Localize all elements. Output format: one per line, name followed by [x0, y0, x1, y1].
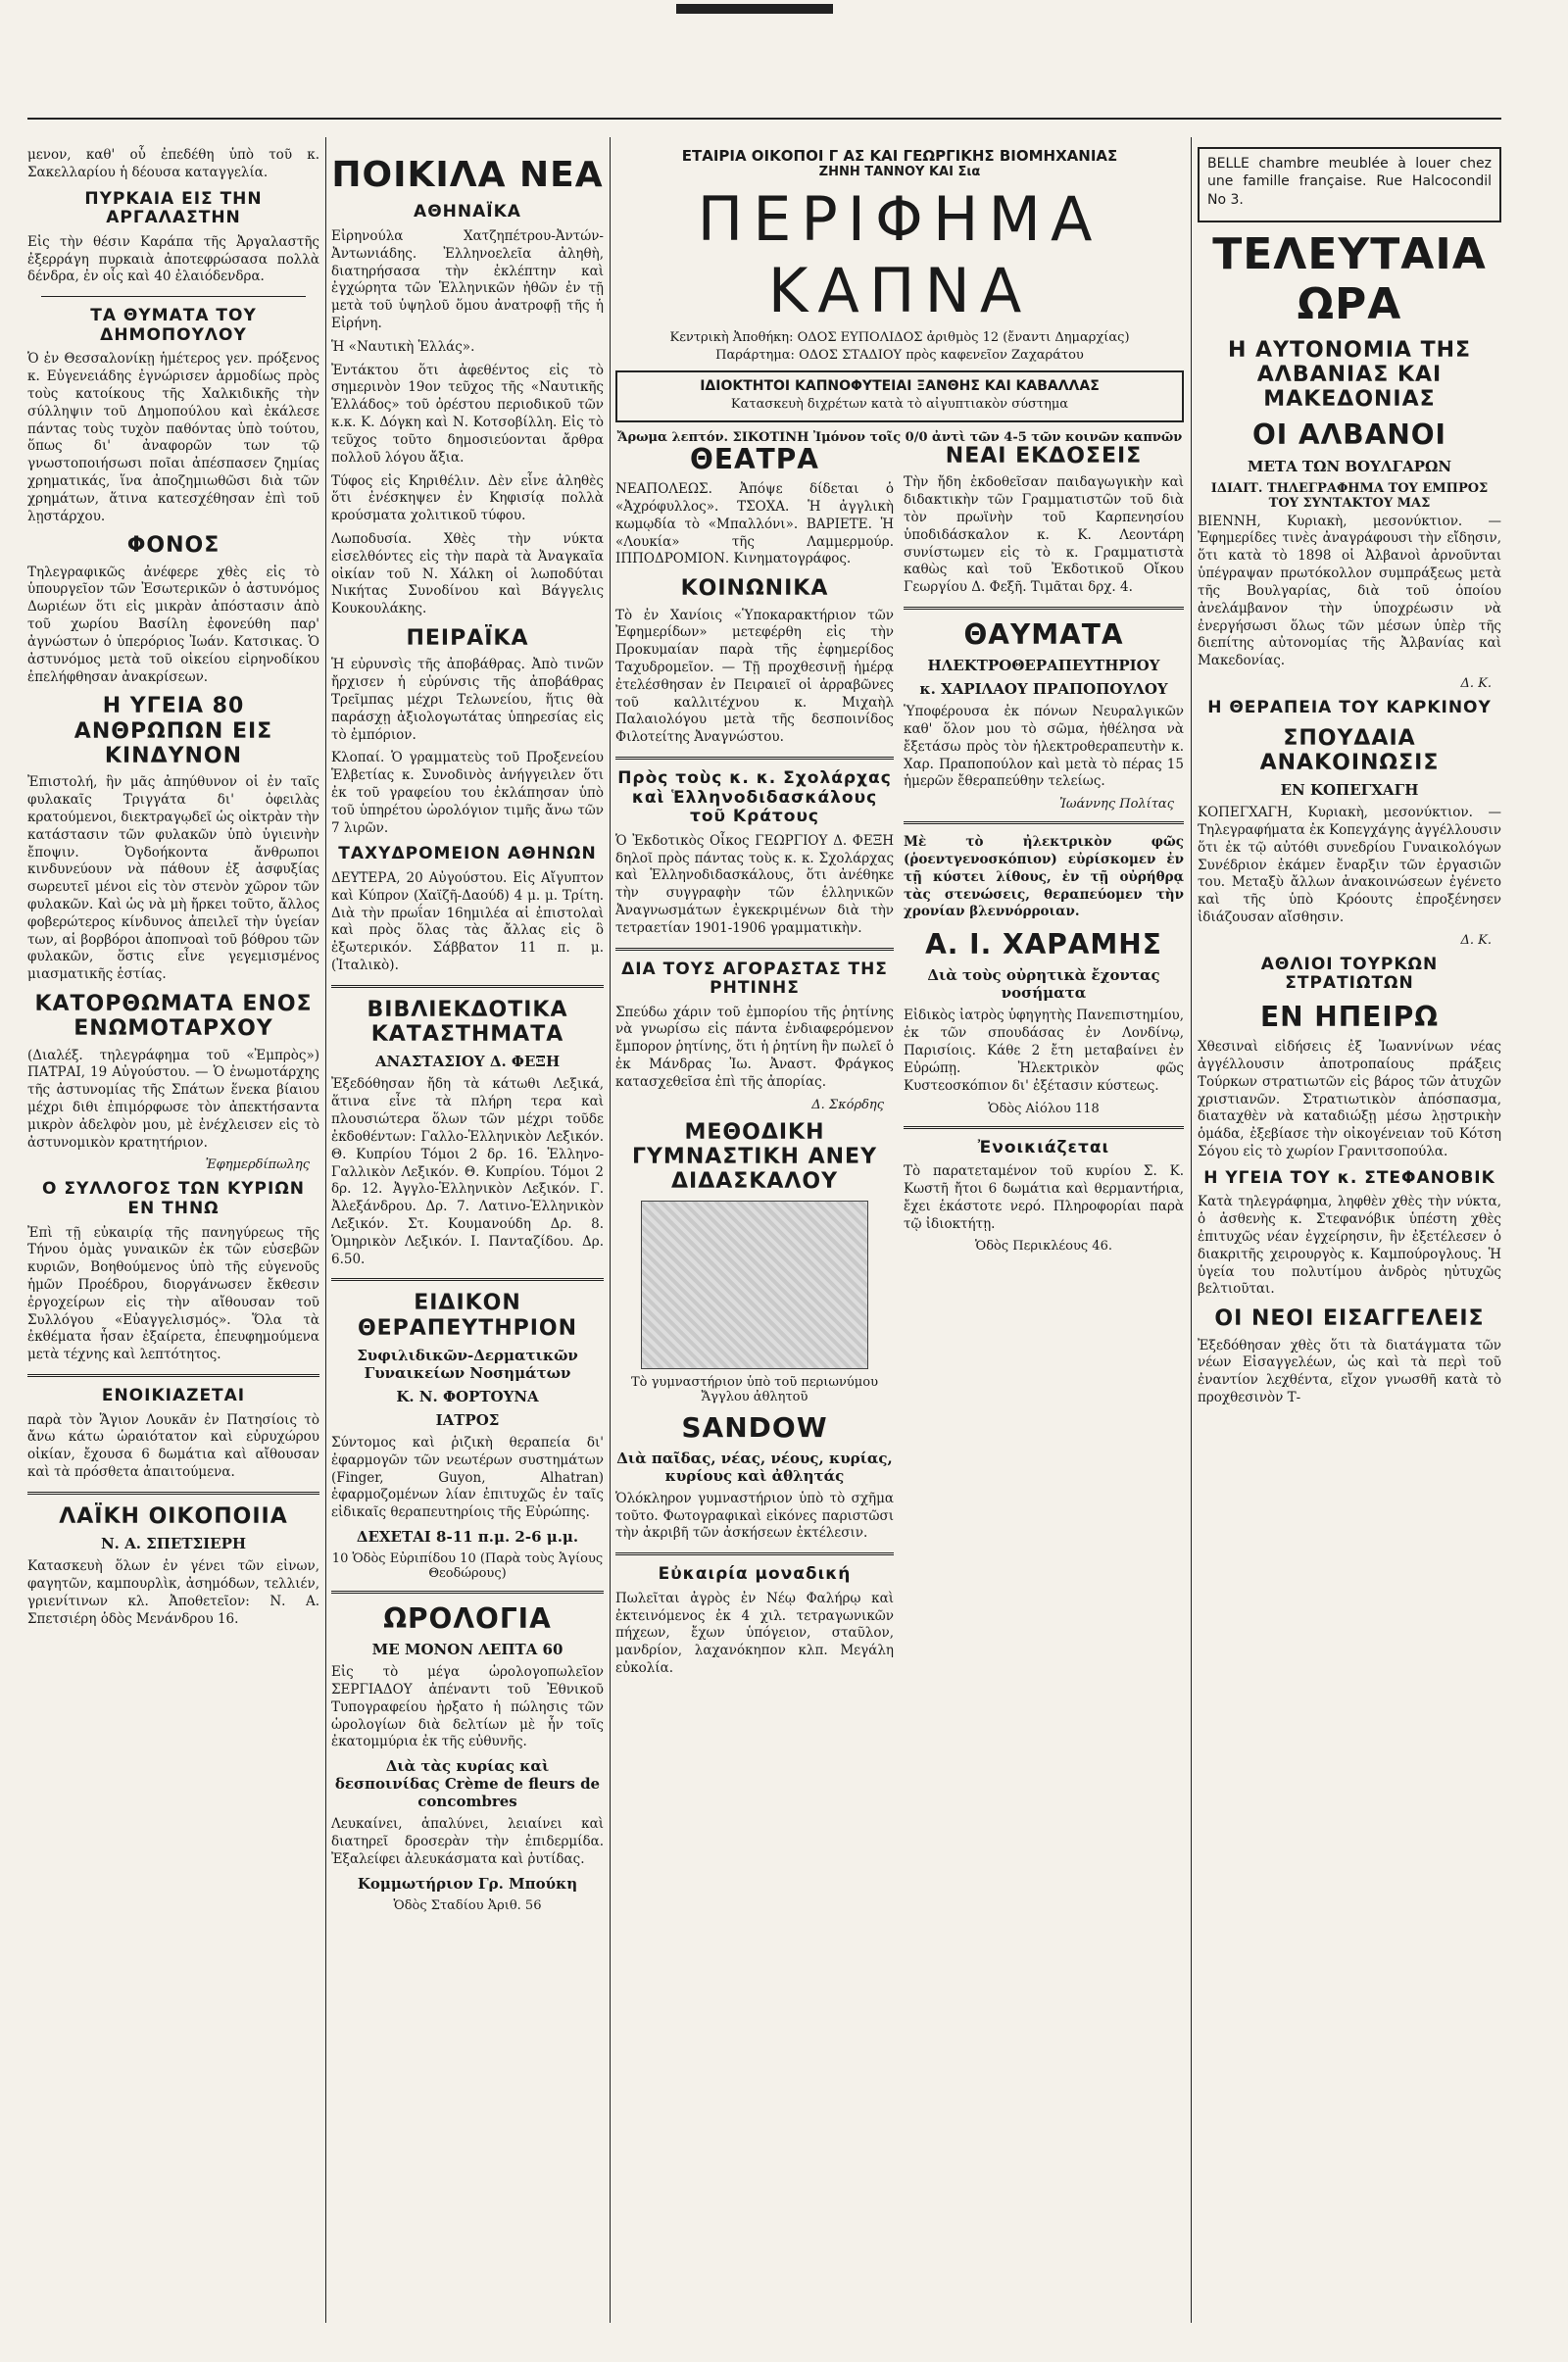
biblio-heading: ΒΙΒΛΙΕΚΔΟΤΙΚΑ ΚΑΤΑΣΤΗΜΑΤΑ: [367, 997, 568, 1048]
idioktitoi-text: ΙΔΙΟΚΤΗΤΟΙ ΚΑΠΝΟΦΥΤΕΙΑΙ ΞΑΝΘΗΣ ΚΑΙ ΚΑΒΑΛΛΑΣ: [700, 378, 1100, 394]
thaumata-text: Ὑποφέρουσα ἐκ πόνων Νευραλγικῶν καθ' ὅλον μου τὸ σῶμα, ἠθέλησα νὰ ἔξετάσω πρὸς τὸν ἡλεκτροθεραπευτὴν κ. Χαρ. Πραποπούλον καὶ μετὰ τὸ πέρας 15 ἡμερῶν ἔθεραπεύθην τελείως.: [904, 704, 1184, 790]
katorth-heading: ΚΑΤΟΡΘΩΜΑΤΑ ΕΝΟΣ ΕΝΩΜΟΤΑΡΧΟΥ: [34, 992, 313, 1042]
stefanovik-text: Κατὰ τηλεγράφημα, ληφθὲν χθὲς τὴν νύκτα, ὁ ἀσθενὴς κ. Στεφανόβικ ὑπέστη χθὲς ἐπιτυχῶς νέαν ἐγχείρησιν, ἣν ἐξετέλεσεν ὁ διακριτῆς χειρουργὸς κ. Καμπούρογλους. Ἡ ὑγεία του πολυτίμου ἀνδρὸς ηὐτυχῶς βελτιοῦται.: [1198, 1194, 1501, 1298]
column-4: [1198, 147, 1501, 2323]
autonomia-heading: Η ΑΥΤΟΝΟΜΙΑ ΤΗΣ ΑΛΒΑΝΙΑΣ ΚΑΙ ΜΑΚΕΔΟΝΙΑΣ: [1227, 337, 1472, 413]
kentriki-line: Κεντρικὴ Ἀποθήκη: ΟΔΟΣ ΕΥΠΟΛΙΔΟΣ ἀριθμὸς 12 (ἔναντι Δημαρχίας): [669, 330, 1130, 345]
orologia-subheading: ΜΕ ΜΟΝΟΝ ΛΕΠΤΑ 60: [371, 1641, 564, 1659]
belle-text: BELLE chambre meublée à louer chez une famille française. Rue Halcocondil No 3.: [1207, 156, 1492, 208]
typos-text: Τύφος εἰς Κηριθέλιν. Δὲν εἶνε ἀληθὲς ὅτι ἐνέσκηψεν ἐν Κηφισίᾳ πολλὰ κρούσματα χολιτικοῦ τύφου.: [331, 472, 604, 524]
enoik3-text: Τὸ παρατεταμένον τοῦ κυρίου Σ. Κ. Κωστῆ ἤτοι 6 δωμάτια καὶ θερμαντήρια, ἔχει ἑκάστοτε νερό. Πληροφορίαι παρὰ τῷ ἰδιοκτήτῃ.: [904, 1163, 1184, 1232]
column-3b: [904, 436, 1184, 2323]
peiraika-text: Ἡ εὐρυνσὶς τῆς ἀποβάθρας. Ἀπὸ τινῶν ἤρχισεν ἡ εὐρύνσις τῆς ἀποβάθρας Τρεῖμπας μέχρι Τελωνείου, ἥτις θὰ παράσχῃ ἀξιολογωτάτας ὑπηρεσίας εἰς τὸ ἐμπόριον.: [331, 657, 604, 743]
divider: [331, 985, 604, 988]
eidikon-heading: ΕΙΔΙΚΟΝ ΘΕΡΑΠΕΥΤΗΡΙΟΝ: [357, 1291, 578, 1341]
charamis-address: Ὁδὸς Αἰόλου 118: [988, 1101, 1100, 1116]
scholarchai-heading: Πρὸς τοὺς κ. κ. Σχολάρχας καὶ Ἑλληνοδιδασκάλους τοῦ Κράτους: [617, 768, 892, 827]
nea-text: Τὴν ἤδη ἐκδοθεῖσαν παιδαγωγικὴν καὶ διδακτικὴν τῶν Γραμματιστῶν τοῦ διὰ τὸν πρωϊνὴν τοῦ Καρπενησίου ὑποδιδάσκαλον κ. Κ. Λεοντάρη συνίστωμεν εἰς τὸ κ. Γραμματιστὰ καθὼς καὶ τοῦ Ἐκδοτικοῦ Οἴκου Γεωργίου Δ. Φεξῆ. Τιμᾶται δρχ. 4.: [904, 474, 1184, 596]
tourkoi-heading: ΑΘΛΙΟΙ ΤΟΥΡΚΩΝ ΣΤΡΑΤΙΩΤΩΝ: [1260, 954, 1439, 994]
column-1: [27, 147, 319, 2323]
thaumata-subheading: ΗΛΕΚΤΡΟΘΕΡΑΠΕΥΤΗΡΙΟΥ: [927, 657, 1160, 675]
syllogos-text: Ἐπὶ τῇ εὐκαιρίᾳ τῆς πανηγύρεως τῆς Τήνου ὁμὰς γυναικῶν ἐκ τῶν εὐσεβῶν κυριῶν, Βοηθούμενος ὑπὸ τῆς εὐγενοῦς ἡμῶν Προέδρου, διοργάνωσεν ἔκθεσιν ἐργοχείρων εἰς τὴν αἴθουσαν τοῦ Συλλόγου «Εὐαγγελισμός». Ὅλα τὰ ἐκθέματα ἦσαν ἐξαίρετα, ἐπευφημούμενα μετὰ τέχνης καὶ λεπτότητος.: [27, 1224, 319, 1363]
athinaika-text: Εἰρηνούλα Χατζηπέτρου-Ἀντών-Ἀντωνιάδης. Ἐλληνοελεῖα ἀληθὴ, διατηρήσασα τὴν ἐκλέπτην καὶ ἐγχώρητα τῶν Ἑλληνικῶν ἠθῶν ἐν τῇ μετὰ τοῦ ὑψηλοῦ ὅμου ἀνατροφῇ τῆς ἡ Εἰρήνη.: [331, 227, 604, 331]
divider: [615, 757, 894, 760]
retini-text: Σπεύδω χάριν τοῦ ἐμπορίου τῆς ῥητίνης νὰ γνωρίσω εἰς πάντα ἐνδιαφερόμενον ἔμπορον ῥητίνης, ὅτι ἡ ῥητίνη ἣν πωλεῖ ὁ ἐκ Μάνδρας Ἰω. Ἀναστ. Φράγκος κατασχεθεῖσα ἐπὶ τῆς ἀπορίας.: [615, 1004, 894, 1090]
thaumata-doctor: κ. ΧΑΡΙΛΑΟΥ ΠΡΑΠΟΠΟΥΛΟΥ: [919, 680, 1168, 699]
athinaika-heading: ΑΘΗΝΑΪΚΑ: [414, 202, 521, 222]
eidikon-address: 10 Ὁδὸς Εὐριπίδου 10 (Παρὰ τοὺς Ἁγίους Θεοδώρους): [331, 1551, 604, 1582]
katask-text: Κατασκευὴ διχρέτων κατὰ τὸ αἰγυπτιακὸν σύστημα: [730, 397, 1069, 412]
enoik-text: παρὰ τὸν Ἅγιον Λουκᾶν ἐν Πατησίοις τὸ ἄνω κάτω ὡραιότατον καὶ εὐρυχώρου οἰκίαν, ἔχουσα 6 δωμάτια καὶ αἴθουσαν καὶ τὰ πρόσθετα ἀπαιτούμενα.: [27, 1411, 319, 1481]
stefanovik-heading: Η ΥΓΕΙΑ ΤΟΥ κ. ΣΤΕΦΑΝΟΒΙΚ: [1203, 1167, 1495, 1188]
biblio-text: Ἐξεδόθησαν ἤδη τὰ κάτωθι Λεξικά, ἅτινα εἶνε τὰ πλήρη τερα καὶ πλουσιώτερα ὅλων τῶν μέχρι τοῦδε ἐκδοθέντων: Γαλλο-Ἑλληνικὸν Λεξικόν. Θ. Κυπρίου Τόμοι 2 δρ. 16. Ἑλληνο-Γαλλικὸν Λεξικόν. Θ. Κυπρίου. Τόμοι 2 δρ. 12. Ἀγγλο-Ἑλληνικὸν Λεξικόν. Γ. Ἀλεξάνδρου. Δρ. 7. Λατινο-Ἑλληνικὸν Λεξικόν. Στ. Κουμανούδη Δρ. 8. Ὁμηρικὸν Λεξικόν. Ι. Πανταζίδου. Δρ. 6.50.: [331, 1076, 604, 1267]
lopodysia-text: Λωποδυσία. Χθὲς τὴν νύκτα εἰσελθόντες εἰς τὴν παρὰ τὰ Ἀναγκαῖα οἰκίαν τοῦ Ν. Χάλκη οἱ λωποδύται Νικήτας Συνοδίνου καὶ Βάγγελις Κουκουλάκης.: [331, 530, 604, 617]
column-3a: [615, 436, 894, 2323]
thaumata-signature: Ἰωάννης Πολίτας: [1059, 797, 1174, 812]
koinonika-heading: ΚΟΙΝΩΝΙΚΑ: [680, 576, 829, 602]
thymata-heading: ΤΑ ΘΥΜΑΤΑ ΤΟΥ ΔΗΜΟΠΟΥΛΟΥ: [90, 306, 257, 345]
enoik3-address: Ὁδὸς Περικλέους 46.: [975, 1239, 1112, 1255]
divider: [331, 1591, 604, 1594]
idioktitoi-box: [615, 370, 1184, 422]
eidikon-hours: ΔΕΧΕΤΑΙ 8-11 π.μ. 2-6 μ.μ.: [356, 1528, 579, 1547]
creme-heading: Διὰ τὰς κυρίας καὶ δεσποινίδας Crème de fleurs de concombres: [334, 1757, 601, 1811]
aroma-line: Ἄρωμα λεπτόν. ΣΙΚΟΤΙΝΗ Ἰμόνον τοῖς 0/0 ἀντὶ τῶν 4-5 τῶν κοινῶν καπνῶν: [616, 430, 1183, 445]
sandow-caption: Τὸ γυμναστήριον ὑπὸ τοῦ περιωνύμου Ἄγγλου ἀθλητοῦ: [631, 1374, 878, 1404]
koumakopoul-name: Κομμωτήριον Γρ. Μπούκη: [357, 1874, 578, 1893]
pyrkaia-heading: ΠΥΡΚΑΙΑ ΕΙΣ ΤΗΝ ΑΡΓΑΛΑΣΤΗΝ: [84, 188, 263, 228]
naftiki-heading: Ἡ «Ναυτικὴ Ἑλλάς».: [331, 338, 475, 355]
taxyd-heading: ΤΑΧΥΔΡΟΜΕΙΟΝ ΑΘΗΝΩΝ: [338, 844, 597, 864]
divider: [41, 296, 306, 297]
teleutaia-heading: ΤΕΛΕΥΤΑΙΑ ΩΡΑ: [1212, 229, 1487, 329]
koumakopoul-address: Ὁδὸς Σταδίου Ἀριθ. 56: [393, 1897, 542, 1913]
column-3-header: [615, 147, 1184, 445]
charamis-subheading: Διὰ τοὺς οὐρητικὰ ἔχοντας νοσήματα: [927, 966, 1160, 1003]
spoudaia-signature: Δ. Κ.: [1460, 932, 1492, 948]
biblio-subheading: ΑΝΑΣΤΑΣΙΟΥ Δ. ΦΕΞΗ: [374, 1053, 561, 1071]
divider: [615, 1552, 894, 1555]
gymnastics-illustration: [641, 1201, 868, 1369]
eukairia-heading: Εὐκαιρία μοναδική: [658, 1564, 852, 1585]
ygeia-text: Ἐπιστολή, ἣν μᾶς ἀπηύθυνον οἱ ἐν ταῖς φυλακαῖς Τριγγάτα δι' ὀφειλὰς κρατούμενοι, διεκτραγῳδεῖ ὡς οἰκτρὰν τὴν κατάστασιν τῶν φυλακῶν ὑπὸ ὑγιεινὴν ἔποψιν. Ὀγδοήκοντα ἄνθρωποι κινδυνεύουν νὰ πάθουν ἐξ ἀσφυξίας σωρευτεῖ μένοι εἰς τὸν στενὸν χῶρον τῶν φυλακῶν. Καὶ ὡς νὰ μὴ ἤρκει τοῦτο, ἄλλος φοβερώτερος κίνδυνος ἀπειλεῖ τὴν ὑγείαν των, αἱ βορβόροι ἀποπνοαὶ τοῦ βόθρου τῶν φυλακῶν, ὅστις εἶνε γεγεμισμένος μιασματικῆς ἑστίας.: [27, 774, 319, 983]
poikila-heading: ΠΟΙΚΙΛΑ ΝΕΑ: [331, 155, 604, 195]
thymata-text: Ὁ ἐν Θεσσαλονίκῃ ἡμέτερος γεν. πρόξενος κ. Εὐγενειάδης ἐγνώρισεν ἁρμοδίως πρὸς τοὺς κατοίκους τῆς Χαλκιδικῆς τὴν σύλληψιν τοῦ Δημοπούλου καὶ ἐκάλεσε πάντας τοὺς τυχὸν παθόντας ὑπὸ τούτου, ὅπως δι' ἀναφορῶν των τῷ γνωστοποιήσωσι ποῖαι ἀπέσπασεν ζημίας χρηματικάς, ἵνα ἀποζημιωθῶσι διὰ τῶν χρημάτων, ἅτινα κατεσχέθησαν ἐπὶ τοῦ λῃστάρχου.: [27, 351, 319, 524]
eisaggeleis-heading: ΟΙ ΝΕΟΙ ΕΙΣΑΓΓΕΛΕΙΣ: [1214, 1306, 1485, 1332]
divider: [904, 1126, 1184, 1129]
fonos-heading: ΦΟΝΟΣ: [126, 533, 220, 559]
sandow-text: Ὁλόκληρον γυμναστήριον ὑπὸ τὸ σχῆμα τοῦτο. Φωτογραφικαὶ εἰκόνες παριστῶσι τὴν ἀκριβῆ τῶν ἀσκήσεων ἐκτέλεσιν.: [615, 1490, 894, 1542]
enoik-heading: ΕΝΟΙΚΙΑΖΕΤΑΙ: [101, 1386, 246, 1406]
masthead-strip: [676, 4, 833, 14]
klopai-text: Κλοπαί. Ὁ γραμματεὺς τοῦ Προξενείου Ἑλβετίας κ. Συνοδινὸς ἀνήγγειλεν ὅτι ἐκ τοῦ γραφείου του ἐκλάπησαν ὑπὸ τοῦ ὑπηρέτου ὠρολόγιον τιμῆς ἄνω τῶν 7 λιρῶν.: [331, 750, 604, 836]
katorth-signature: Ἐφημερδίπωλης: [205, 1157, 310, 1173]
charamis-text: Εἰδικὸς ἰατρὸς ὑφηγητὴς Πανεπιστημίου, ἐκ τῶν σπουδάσας ἐν Λονδίνῳ, Παρισίοις. Κάθε 2 ἔτη μεταβαίνει ἐν Εὐρώπῃ. Ἠλεκτρικὸν φῶς Κυστεοσκόπιον δι' ἐξέτασιν κύστεως.: [904, 1008, 1184, 1094]
fonos-text: Τηλεγραφικῶς ἀνέφερε χθὲς εἰς τὸ ὑπουργεῖον τῶν Ἐσωτερικῶν ὁ ἀστυνόμος Δωριέων ὅτι εἰς μικρὰν ἀπόστασιν ἀπὸ τοῦ χωρίου Βασίλη ἐφονεύθη παρ' ἀγνώστων ὁ ὑπερόριος Ἰωάν. Κατσικας. Ὁ ἀστυνόμος μετὰ τοῦ οἰκείου εἰρηνοδίκου ἐπελήφθησαν ἀνακρίσεων.: [27, 564, 319, 685]
koinonika-text: Τὸ ἐν Χανίοις «Ὑποκαρακτήριον τῶν Ἐφημερίδων» μετεφέρθη εἰς τὴν Προκυμαίαν παρὰ τῆς ἐφημερίδος Ταχυδρομεῖον. — Τῇ προχθεσινῇ ἡμέρᾳ ἐτελέσθησαν ἐν Πειραιεῖ οἱ ἀρραβῶνες τοῦ καλλιτέχνου κ. Μιχαὴλ Παλαιολόγου μετὰ τῆς δεσποινίδος Φιλοτείτης Ἀναγνώστου.: [615, 607, 894, 746]
column-2: [331, 147, 604, 2323]
column-rule: [1191, 137, 1192, 2323]
eidikon-title-iatros: ΙΑΤΡΟΣ: [435, 1410, 500, 1429]
laiki-text: Κατασκευὴ ὅλων ἐν γένει τῶν εἰνων, φαγητῶν, καμπουρλὶκ, ἀσημόδων, τελλιέν, γριενίτινων κλ. Ἀποθετεῖον: Ν. Α. Σπετσιέρη ὁδὸς Μενάνδρου 16.: [27, 1558, 319, 1627]
alvanoi-signature: Δ. Κ.: [1460, 675, 1492, 691]
eidikon-subheading: Συφιλιδικῶν-Δερματικῶν Γυναικείων Νοσημάτων: [357, 1346, 578, 1382]
divider: [904, 821, 1184, 824]
alvanoi-heading: ΟΙ ΑΛΒΑΝΟΙ: [1252, 418, 1446, 452]
taxyd-text: ΔΕΥΤΕΡΑ, 20 Αὐγούστου. Εἰς Αἴγυπτον καὶ Κύπρον (Χαϊζῆ-Δαούδ) 4 μ. μ. Τρίτη. Διὰ τὴν πρωΐαν 16ημιλέα αἱ ἐπιστολαὶ καὶ πρὸς ὅλας τὰς ἄλλας εἰς ὃ ἐξωτερικόν. Σάββατον 11 π. μ. (Ἰταλικὸ).: [331, 869, 604, 974]
divider: [331, 1278, 604, 1281]
karkinos-heading: Η ΘΕΡΑΠΕΙΑ ΤΟΥ ΚΑΡΚΙΝΟΥ: [1207, 697, 1492, 717]
scholarchai-text: Ὁ Ἐκδοτικὸς Οἶκος ΓΕΩΡΓΙΟΥ Δ. ΦΕΞΗ δηλοῖ πρὸς πάντας τοὺς κ. κ. Σχολάρχας καὶ Ἑλληνοδιδασκάλους, ὅτι ἀνέθηκε τὴν συγγραφὴν τῶν ἑλληνικῶν Ἀναγνωσμάτων ἐγκεκριμένων διὰ τὴν τετραετίαν 1901-1906 γραμματικὴν.: [615, 832, 894, 936]
intro-text: μενον, καθ' οὗ ἐπεδέθη ὑπὸ τοῦ κ. Σακελλαρίου ἡ δέουσα καταγγελία.: [27, 147, 319, 180]
nea-heading: ΝΕΑΙ ΕΚΔΟΣΕΙΣ: [945, 444, 1143, 468]
etaireia-banner: ΕΤΑΙΡΙΑ ΟΙΚΟΠΟΙ Γ ΑΣ ΚΑΙ ΓΕΩΡΓΙΚΗΣ ΒΙΟΜΗΧΑΝΙΑΣ: [681, 147, 1118, 165]
spoudaia-heading: ΣΠΟΥΔΑΙΑ ΑΝΑΚΟΙΝΩΣΙΣ: [1259, 725, 1440, 775]
top-rule: [27, 118, 1501, 120]
sandow-name: SANDOW: [681, 1410, 828, 1444]
laiki-subheading: Ν. Α. ΣΠΕΤΣΙΕΡΗ: [100, 1535, 247, 1553]
spoudaia-subheading: ΕΝ ΚΟΠΕΓΧΑΓΗ: [1280, 781, 1419, 800]
divider: [615, 948, 894, 951]
belle-box: [1198, 147, 1501, 222]
theatra-heading: ΘΕΑΤΡΑ: [690, 443, 819, 475]
retini-signature: Δ. Σκόρδης: [811, 1097, 884, 1112]
syllogos-heading: Ο ΣΥΛΛΟΓΟΣ ΤΩΝ ΚΥΡΙΩΝ ΕΝ ΤΗΝΩ: [41, 1179, 305, 1219]
charamis-heading: Α. Ι. ΧΑΡΑΜΗΣ: [925, 928, 1162, 961]
divider: [27, 1492, 319, 1495]
creme-text: Λευκαίνει, ἁπαλύνει, λειαίνει καὶ διατηρεῖ δροσερὰν τὴν ἐπιδερμίδα. Ἐξαλείφει ἀλευκάσματα καὶ ῥυτίδας.: [331, 1816, 604, 1867]
laiki-heading: ΛΑΪΚΗ ΟΙΚΟΠΟΙΙΑ: [59, 1503, 288, 1529]
theatra-text: ΝΕΑΠΟΛΕΩΣ. Ἀπόψε δίδεται ὁ «Ἀχρόφυλλος». ΤΣΟΧΑ. Ἡ ἀγγλικὴ κωμῳδία τὸ «Μπαλλόνι». ΒΑΡΙΕΤΕ. Ἡ «Λουκία» τῆς Λαμμερμούρ. ΙΠΠΟΔΡΟΜΙΟΝ. Κινηματογράφος.: [615, 481, 894, 567]
alvanoi-subheading: ΜΕΤΑ ΤΩΝ ΒΟΥΛΓΑΡΩΝ: [1247, 457, 1452, 475]
eisaggeleis-text: Ἐξεδόθησαν χθὲς ὅτι τὰ διατάγματα τῶν νέων Εἰσαγγελέων, ὡς καὶ τὰ περὶ τοῦ ἐναντίον λεχθέντα, εἴχον γνωσθῆ κατὰ τὸ προχθεσινὸν Τ-: [1198, 1337, 1501, 1405]
ipeiro-heading: ΕΝ ΗΠΕΙΡΩ: [1259, 1000, 1440, 1033]
divider: [904, 607, 1184, 610]
thaumata-heading: ΘΑΥΜΑΤΑ: [963, 617, 1124, 651]
sandow-audience: Διὰ παῖδας, νέας, νέους, κυρίας, κυρίους καὶ ἀθλητάς: [616, 1449, 893, 1485]
katorth-text: (Διαλέξ. τηλεγράφημα τοῦ «Ἐμπρὸς») ΠΑΤΡΑΙ, 19 Αὐγούστου. — Ὁ ἐνωμοτάρχης τῆς ἀστυνομίας τῆς Σπάτων ἕνεκα βίαιου μέχρι διθι ἐπιμόρφωσε τὸν ἀπεκτήσαντα μικρὸν ἀδελφὸν μου, μὲ ἐνέχλεισεν εἰς τὸ ἀστυνομικὸν κρατητήριον.: [27, 1047, 319, 1151]
perifima-heading: ΠΕΡΙΦΗΜΑ ΚΑΠΝΑ: [697, 183, 1102, 326]
etaireia-subbanner: ΖΗΝΗ ΤΑΝΝΟΥ ΚΑΙ Σια: [818, 165, 981, 179]
orologia-text: Εἰς τὸ μέγα ὡρολογοπωλεῖον ΣΕΡΓΙΑΔΟΥ ἀπέναντι τοῦ Ἐθνικοῦ Τυπογραφείου ἠρξατο ἡ πώλησις τῶν ὡρολογίων διὰ δελτίων μὲ ἧν τοῖς ἐκατομμύρια ἐκ τῆς εὐθυνῆς.: [331, 1664, 604, 1750]
divider: [27, 1374, 319, 1377]
column-rule: [325, 137, 326, 2323]
parartima-line: Παράρτημα: ΟΔΟΣ ΣΤΑΔΙΟΥ πρὸς καφενεῖον Ζαχαράτου: [715, 348, 1084, 363]
eidikon-text: Σύντομος καὶ ῥιζικὴ θεραπεία δι' ἐφαρμογῶν τῶν νεωτέρων συστημάτων (Finger, Guyon, Alhatran) ἐφαρμοζομένων λίαν ἐπιτυχῶς ἐν ταῖς εἰδικαῖς θεραπευτηρίοις τῆς Εὐρώπης.: [331, 1434, 604, 1521]
retini-heading: ΔΙΑ ΤΟΥΣ ΑΓΟΡΑΣΤΑΣ ΤΗΣ ΡΗΤΙΝΗΣ: [621, 959, 888, 999]
alvanoi-text: ΒΙΕΝΝΗ, Κυριακὴ, μεσονύκτιον. — Ἐφημερίδες τινὲς ἀναγράφουσι τὴν εἴδησιν, ὅτι κατὰ τὸ 1898 οἱ Ἀλβανοὶ ἀρνοῦνται ὑπέγραψαν πρωτόκολλον συμπράξεως μετὰ τῆς Βουλγαρίας, διὰ τοῦ ὁποίου ἀνελάμβανον τὴν ὑποχρέωσιν νὰ ἐνεργήσωσι ὅλως τῶν μέσων ὑπὲρ τῆς διεπίτης αὐτονομίας τῆς Ἀλβανίας καὶ Μακεδονίας.: [1198, 513, 1501, 669]
pyrkaia-text: Εἰς τὴν θέσιν Καράπα τῆς Ἀργαλαστῆς ἐξερράγη πυρκαιὰ ἀποτεφρώσασα πολλὰ δένδρα, ἐν οἷς καὶ 40 ἐλαιόδενδρα.: [27, 233, 319, 285]
naftiki-text: Ἐντάκτου ὅτι ἀφεθέντος εἰς τὸ σημερινὸν 19ον τεῦχος τῆς «Ναυτικῆς Ἑλλάδος» τοῦ ὀρέστου περιοδικοῦ τῶν κ.κ. Κ. Δόγκη καὶ Ν. Κοτσοβίλλη. Εἰς τὸ τεῦχος τοῦτο δημοσιεύονται ἄρθρα πολλοῦ λόγου ἄξια.: [331, 362, 604, 466]
methodiki-heading: ΜΕΘΟΔΙΚΗ ΓΥΜΝΑΣΤΙΚΗ ΑΝΕΥ ΔΙΔΑΣΚΑΛΟΥ: [631, 1119, 878, 1195]
enoik3-heading: Ἐνοικιάζεται: [977, 1137, 1110, 1157]
eukairia-text: Πωλεῖται ἀγρὸς ἐν Νέῳ Φαλήρῳ καὶ ἐκτεινόμενος ἐκ 4 χιλ. τετραγωνικῶν πήχεων, ἔχων ὑπόγειον, σταῦλον, μανδρίον, λαχανόκηπον κλπ. Μεγάλη εὐκολία.: [615, 1590, 894, 1677]
peiraika-heading: ΠΕΙΡΑΪΚΑ: [406, 626, 529, 651]
spoudaia-text: ΚΟΠΕΓΧΑΓΗ, Κυριακὴ, μεσονύκτιον. — Τηλεγραφήματα ἐκ Κοπεγχάγης ἀγγέλλουσιν ὅτι ἐκ τῷ αὐτόθι συνεδρίου Γυναικολόγων Συνέδριον ἐκάμεν ἔναρξιν τῶν ἐργασιῶν του. Μεταξὺ ἄλλων ἀνακοινώσεων ἐγένετο καὶ τῆς ὑπὸ Κρόουτς ἐπροξένησεν ἰδιάζουσαν αἴσθησιν.: [1198, 805, 1501, 925]
ilektrikon-text: Μὲ τὸ ἠλεκτρικὸν φῶς (ῥοεντγενοσκόπιον) εὐρίσκομεν ἐν τῇ κύστει λίθους, ἐν τῇ οὐρήθρᾳ τὰς στενώσεις, θεραπεύομεν τὴν χρονίαν βλεννόρροιαν.: [904, 834, 1184, 920]
ygeia-heading: Η ΥΓΕΙΑ 80 ΑΝΘΡΩΠΩΝ ΕΙΣ ΚΙΝΔΥΝΟΝ: [74, 694, 273, 768]
ipeiro-text: Χθεσιναὶ εἰδήσεις ἐξ Ἰωαννίνων νέας ἀγγέλλουσιν ἀποτροπαίους πράξεις Τούρκων στρατιωτῶν εἰς βάρος τῶν ἀτυχῶν χριστιανῶν. Στρατιωτικὸν ἀπόσπασμα, διαταχθὲν νὰ καταδιώξῃ μέσω λῃστρικὴν ὁμάδα, ἐξεβίασε τὴν οἰκογένειαν τοῦ Κότση Σόγου εἰς τὸ χωρίον Γρανιτσοπούλα.: [1198, 1039, 1501, 1159]
column-rule: [610, 137, 611, 2323]
alvanoi-source: ΙΔΙΑΙΤ. ΤΗΛΕΓΡΑΦΗΜΑ ΤΟΥ ΕΜΠΡΟΣ ΤΟΥ ΣΥΝΤΑΚΤΟΥ ΜΑΣ: [1210, 480, 1489, 511]
orologia-heading: ΩΡΟΛΟΓΙΑ: [383, 1602, 552, 1636]
eidikon-doctor: Κ. Ν. ΦΟΡΤΟΥΝΑ: [396, 1387, 539, 1405]
